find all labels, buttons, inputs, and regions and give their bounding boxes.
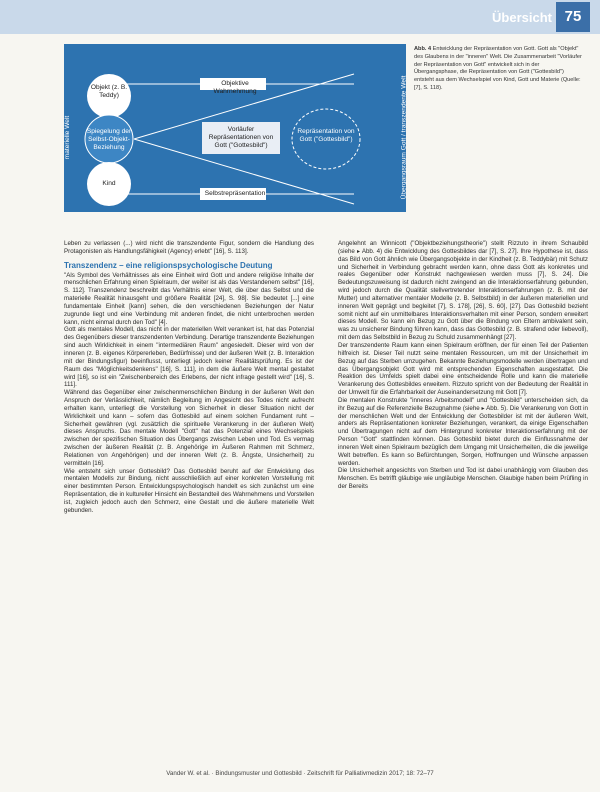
- section-heading: Transzendenz – eine religionspsychologische Deutung: [64, 260, 273, 270]
- label-repraesentation: Repräsentation von Gott ("Gottesbild"): [297, 128, 355, 143]
- header-title: Übersicht: [492, 10, 552, 25]
- label-spiegelung: Spiegelung der Selbst-Objekt-Beziehung: [86, 128, 132, 151]
- caption-text: Entwicklung der Repräsentation von Gott. Gott als "Objekt" des Glaubens in der "inneren" Welt. Die Zusammenarbeit "Vorläufer der Repräsentation von Gott" entwickelt sich in der Übergangsphase, die Repräsentation von Gott ("Gottesbild") entsteht aus dem Wechselspiel von Kind, Gott und Materie (Quelle: [7], S. 118).: [414, 46, 582, 91]
- right-paragraph-3: Die mentalen Konstrukte "inneres Arbeitsmodell" und "Gottesbild" unterscheiden sich, da ihr Bezug auf die Referenzielle Bezugnahme (siehe ▸ Abb. 5). Die Verankerung von Gott in der menschlichen Welt und der Entwicklung der Gottesbilder ist mit der äußeren Welt, anders als Repräsentationen konkreter Beziehungen, verankert, da einige Eigenschaften und Übertragungen nicht auf dem Hintergrund konkreter Interaktionserfahrung mit der Person "Gott" stattfinden können. Das Gottesbild bietet durch die Einflussnahme der inneren Welt einen Spielraum bezüglich dem Umgang mit Unsicherheiten, die die jeweilige Welt betreffen. Es kann so Befürchtungen, Sorgen, Hoffnungen und Wünsche anpassen werden.: [338, 396, 588, 467]
- left-intro: Leben zu verlassen (...) wird nicht die transzendente Figur, sondern die Handlung des Protagonisten als Handlungsfähigkeit (Agency) erlebt" [16], S. 113].: [64, 240, 314, 255]
- right-paragraph-4: Die Unsicherheit angesichts von Sterben und Tod ist dabei unabhängig vom Glauben des Menschen. Es betrifft gläubige wie ungläubige Menschen. Glaubige haben beim Prüfling in der Bereits: [338, 467, 588, 491]
- left-paragraph-4: Wie entsteht sich unser Gottesbild? Das Gottesbild beruht auf der Entwicklung des mentalen Modells zur Bindung, nicht ausschließlich auf einer konkreten Vorstellung mit einer bestimmten Person. Entwicklungspsychologisch handelt es sich zunächst um eine Repräsentation, die in kultureller Hinsicht ein Bestandteil des Wahrnehmens und Vorstellen ist, zugleich jedoch auch den Schmerz, eine Gestalt und die äußere materielle Welt gebunden.: [64, 467, 314, 514]
- label-vorlaeufer: Vorläufer Repräsentationen von Gott ("Gottesbild"): [208, 126, 274, 149]
- right-column: [338, 240, 588, 491]
- figure-gottesbild-diagram: [64, 44, 406, 212]
- caption-label: Abb. 4: [414, 46, 432, 52]
- left-column: [64, 240, 314, 515]
- page-header: [0, 0, 600, 34]
- page-footer: Vander W. et al. · Bindungsmuster und Gottesbild · Zeitschrift für Palliativmedizin 2017; 18: 72–77: [166, 770, 434, 777]
- right-paragraph-1: Angelehnt an Winnicott ("Objektbeziehungstheorie") stellt Rizzuto in ihrem Schaubild (siehe ▸ Abb. 4) die Entwicklung des Gottesbildes dar [7], S. 27]. Ihre Hypothese ist, dass das Bild von Gott ähnlich wie Übergangsobjekte in der Kindheit (z. B. Teddybär) mit Schutz und Sicherheit in Verbindung gebracht werden kann, ohne dass Gott als konkretes und reales Gegenüber oder Konstrukt nachgewiesen werden muss [7], S. 24]. Die Bedeutungszuweisung ist dadurch nicht zwingend an die Interaktionserfahrung gebunden, wird jedoch durch die Qualität stellvertretender Interaktionserfahrungen (z. B. mit der Mutter) und alternativer mentaler Modelle (z. B. Selbstbild) in der äußeren materiellen und inneren Welt geprägt und begleitet [7], S. 178], [26], S. 60], [27]. Das Gottesbild bezieht somit nicht auf ein unmittelbares Interaktionsverhalten mit einer Person, sondern erweitert dieses Modell. So kann ein Bezug zu Gott über die Bindung von Eltern ambivalent sein, was zu unsicherer Bindung führen kann, dass das Gottesbild (z. B. strafend oder liebevoll), mit dem das Selbstbild in Bezug zu Schuld zusammenhängt [27].: [338, 240, 588, 342]
- label-materielle-welt: materielle Welt: [64, 115, 72, 160]
- label-selbstrepraesentation: Selbstrepräsentation: [204, 190, 266, 197]
- left-paragraph-1: "Als Symbol des Verhältnisses als eine Einheit wird Gott und andere religiöse Inhalte der menschlichen Erfahrung einen Spielraum, der weiter ist als das Verstandenem selbst" [16], S. 112]. Transzendenz beschreibt das Verhältnis einer Welt, die über das Selbst und die materielle Realität hinausgeht und größere Realität [24], S. 98]. Sie bedeutet [...] eine fundamentale Einheit [kann] sehen, die den verschiedenen Beziehungen der Natur zugrunde liegt und eine Verbindung mit anderen findet, die nicht unterbrochen werden kann, nicht einmal durch den Tod" [4].: [64, 271, 314, 326]
- label-kind: Kind: [102, 180, 116, 187]
- figure-caption: [414, 46, 584, 93]
- page-number: 75: [556, 2, 590, 32]
- left-paragraph-2: Gott als mentales Modell, das nicht in der materiellen Welt verankert ist, hat das Potenzial des Gegenübers dieser transzendenten Verbindung. Derartige transzendente Beziehungen sind auch Wirklichkeit in einem "intermediären Raum" angesiedelt. Dieser wird von der inneren (z. B. eigenes Körpererleben, Bedürfnisse) und der äußeren Welt (z. B. Interaktion mit der Bindungsfigur) beeinflusst, unterliegt jedoch keiner Realitätsprüfung. Es ist der Raum des "Möglichkeitsdenkens" [16], S. 111], in dem die äußere Welt mental gestaltet wird [16], so ist ein "Zwischenbereich des Erlebens, der nicht infrage gestellt wird" [16], S. 111].: [64, 326, 314, 389]
- label-objekt: Objekt (z. B. Teddy): [90, 84, 128, 99]
- label-objektive-wahrnehmung: Objektive Wahrnehmung: [213, 80, 257, 95]
- left-paragraph-3: Während das Gegenüber einer zwischenmenschlichen Bindung in der äußeren Welt den Anspruch der Verlässlichkeit, nämlich Begleitung im Angesicht des Todes nicht aufrecht erhalten kann, unterliegt die Vorstellung von Sicherheit in dieser Situation nicht der Wirklichkeit und kann – sofern das Gottesbild auf einem solchen Fundament ruht – Sicherheit gewähren (vgl. zusätzlich die spirituelle Verankerung in der äußeren Welt) dieses Anspruchs. Das mentale Modell "Gott" hat das Potenzial eines Wechselspiels zwischen der spezifischen Situation des Übergangs zwischen Leben und Tod. Es vermag zwischen der äußeren Realität (z. B. Angehörige im Äußeren Rahmen mit Schmerz, Relationen von Angehörigen) und der inneren Welt (z. B. Ängste, Unsicherheit) zu vermitteln [16].: [64, 389, 314, 467]
- right-paragraph-2: Der transzendente Raum kann einen Spielraum eröffnen, der für einen Teil der Patienten hilfreich ist. Dieser Teil nutzt seine mentalen Ressourcen, um mit der Unsicherheit im Bezug auf das Sterben umzugehen. Bekannte Beziehungsmodelle werden übertragen und das Übergangsobjekt Gott wird mit entsprechenden Eigenschaften ausgestattet. Die Reaktion des Umfelds spielt dabei eine entscheidende Rolle und kann die materielle Verankerung des Gottesbildes erweitern. Rizzuto spricht von der Bedeutung der Realität in der Umwelt für die Erfahrbarkeit der Auseinandersetzung mit Gott [7].: [338, 341, 588, 397]
- label-uebergangsraum: Übergangsraum Gott / transzendente Welt: [400, 75, 408, 200]
